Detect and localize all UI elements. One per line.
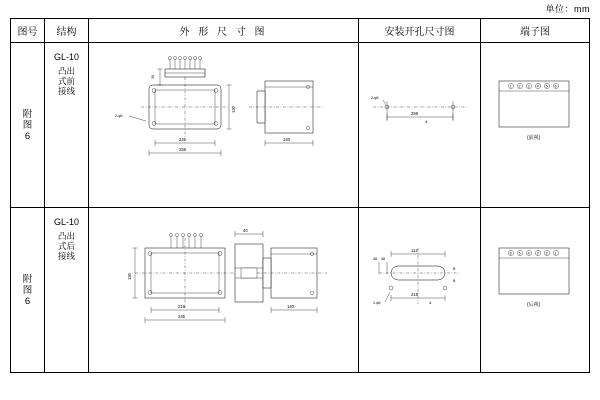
dim-mount-tol-2: ± <box>429 300 432 305</box>
mounting-drawing-2 <box>359 208 480 372</box>
terminal-pin-5: 5 <box>545 84 548 89</box>
dim-mount-hole-note-2: 2-φ5 <box>373 301 381 305</box>
dim-right-b: B <box>453 279 456 283</box>
dim-right-a: B <box>453 267 456 271</box>
unit-note: 单位：mm <box>545 4 590 14</box>
table-row <box>11 43 589 208</box>
dim-front-outer-1: 259 <box>179 147 186 152</box>
structure-desc-label: 凸出式前接线 <box>57 66 75 96</box>
header-label-outline: 外 形 尺 寸 图 <box>179 27 268 38</box>
dim-side-depth-2: 140 <box>287 304 294 309</box>
spec-table <box>10 18 590 373</box>
outline-drawing-cell <box>89 208 359 372</box>
structure-model-label: GL-10 <box>53 217 79 227</box>
terminal-pin-6: 6 <box>554 84 557 89</box>
dim-top-40: 40 <box>243 228 248 233</box>
header-label-mounting: 安装开孔尺寸图 <box>384 27 455 38</box>
header-label-terminal: 端子图 <box>520 27 550 38</box>
table-header-row <box>11 19 589 43</box>
header-label-number: 图号 <box>17 27 38 38</box>
header-cell-terminal <box>481 19 589 42</box>
dim-left-48-a: 48 <box>373 257 377 261</box>
header-cell-mounting <box>359 19 481 42</box>
row-number-cell <box>11 208 45 372</box>
header-label-structure: 结构 <box>56 27 77 38</box>
header-cell-outline <box>89 19 359 42</box>
table-row <box>11 208 589 372</box>
structure-desc-label: 凸出式后接线 <box>57 231 75 261</box>
terminal-pin-3: 3 <box>536 251 539 256</box>
dim-mount-tol-1: ± <box>425 119 428 124</box>
outline-drawing-1 <box>89 43 358 207</box>
terminal-pin-1: 1 <box>554 251 557 256</box>
dim-front-height-1: 130 <box>231 106 236 113</box>
mounting-drawing-cell <box>359 43 481 207</box>
terminal-pin-2: 2 <box>545 251 548 256</box>
outline-drawing-2 <box>89 208 358 372</box>
dim-mount-hole-note-1: 2-φ5 <box>371 96 379 100</box>
mounting-drawing-1 <box>359 43 480 207</box>
header-cell-number <box>11 19 45 42</box>
dim-hole-note-1: 2-φ5 <box>115 114 123 118</box>
terminal-pin-1: 1 <box>509 84 512 89</box>
row-number-label: 附图6 <box>22 108 33 142</box>
row-structure-cell <box>45 43 89 207</box>
terminal-drawing-1 <box>481 43 589 207</box>
terminal-pin-3: 3 <box>527 84 530 89</box>
terminal-drawing-cell <box>481 43 589 207</box>
row-structure-cell <box>45 208 89 372</box>
outline-drawing-cell <box>89 43 359 207</box>
terminal-caption-2: (后视) <box>527 302 541 308</box>
dim-small-30: 30 <box>151 75 155 79</box>
dim-mount-span-1: 259 <box>411 111 418 116</box>
terminal-pin-6: 6 <box>509 251 512 256</box>
terminal-caption-1: (前视) <box>527 135 541 141</box>
mounting-drawing-cell <box>359 208 481 372</box>
dim-slot-112: 112 <box>411 248 418 253</box>
terminal-drawing-2 <box>481 208 589 372</box>
dim-left-48-b: 48 <box>381 257 385 261</box>
dim-side-depth-1: 140 <box>283 137 290 142</box>
row-number-label: 附图6 <box>22 273 33 307</box>
dim-front-height-2: 130 <box>127 273 132 280</box>
dim-front-outer-2: 245 <box>178 314 185 319</box>
terminal-pin-4: 4 <box>536 84 539 89</box>
terminal-pin-5: 5 <box>518 251 521 256</box>
terminal-pin-4: 4 <box>527 251 530 256</box>
terminal-pin-2: 2 <box>518 84 521 89</box>
dim-front-inner-2: 219 <box>178 304 185 309</box>
dim-mount-span-2: 219 <box>411 292 418 297</box>
dim-front-inner-1: 245 <box>179 137 186 142</box>
terminal-drawing-cell <box>481 208 589 372</box>
structure-model-label: GL-10 <box>53 52 79 62</box>
row-number-cell <box>11 43 45 207</box>
